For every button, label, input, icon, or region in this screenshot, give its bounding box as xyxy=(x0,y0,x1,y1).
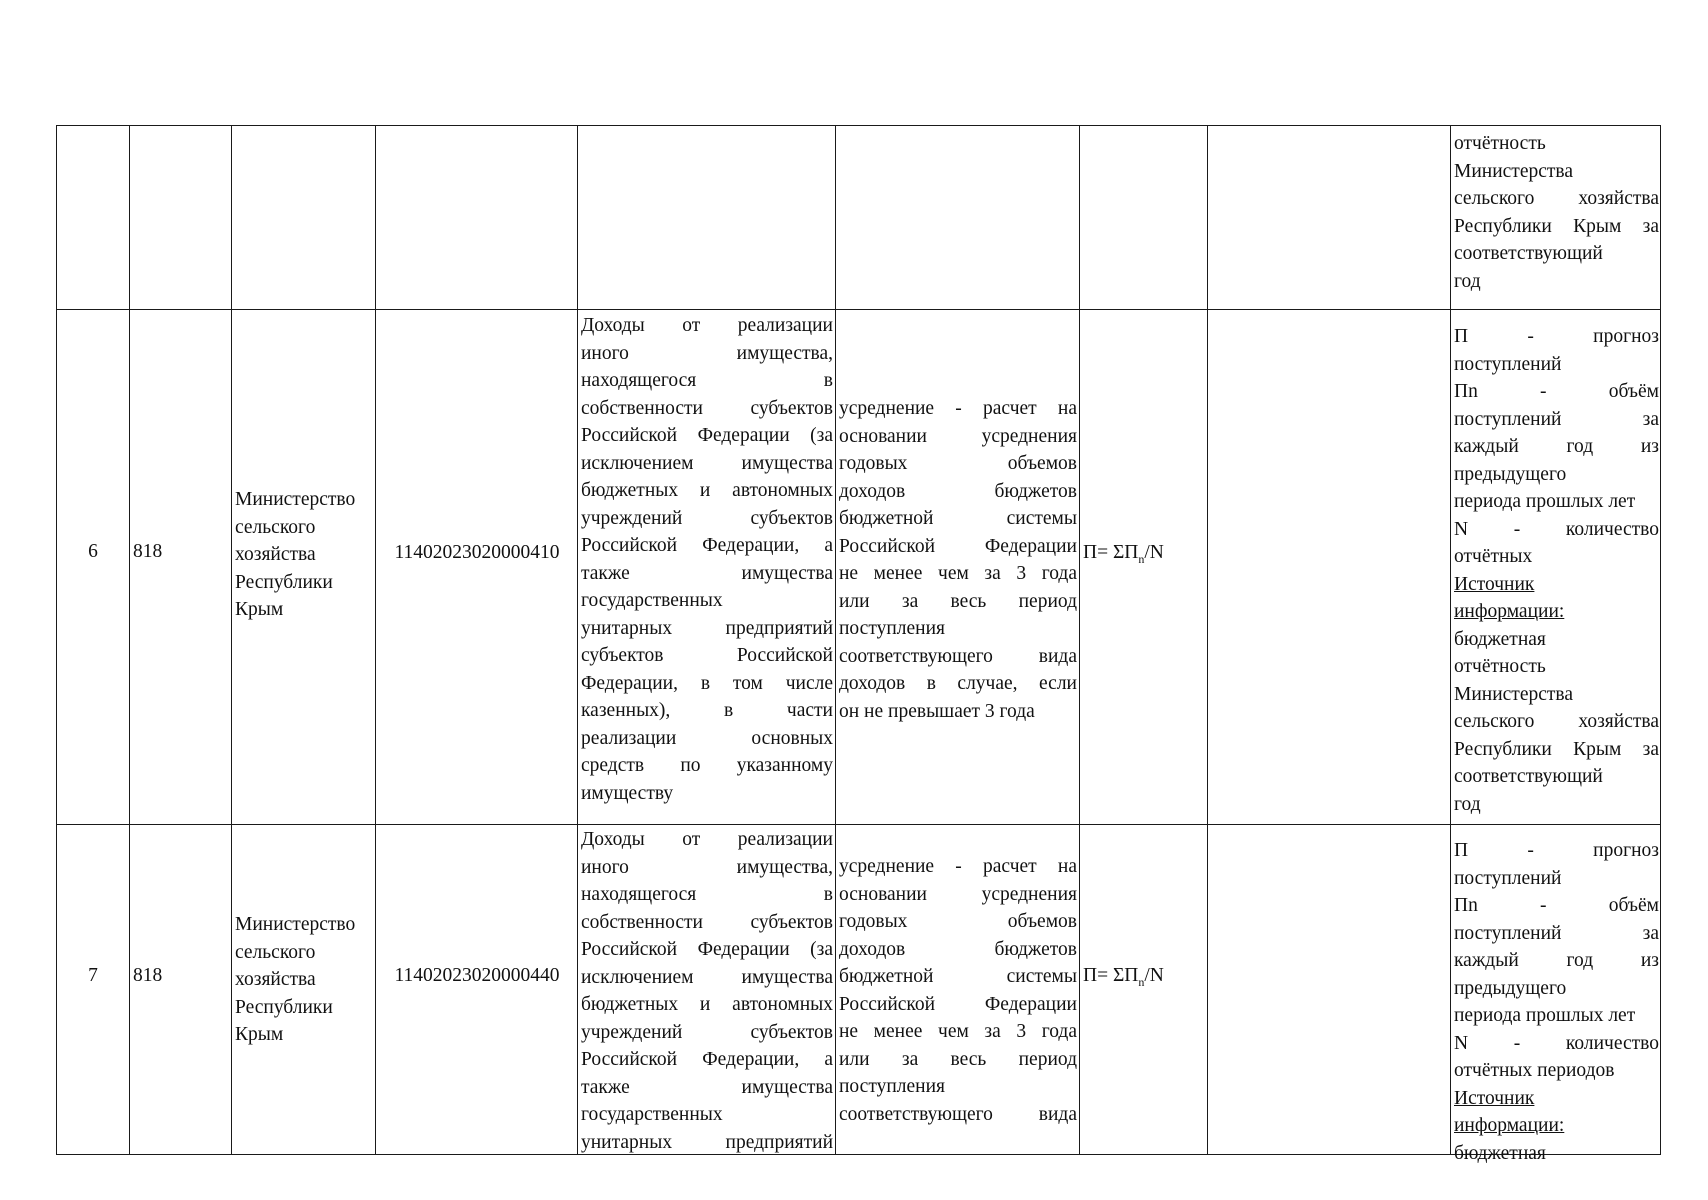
text-line: государственных xyxy=(581,1104,723,1125)
column-divider xyxy=(835,126,836,1154)
text-line: Министерство xyxy=(235,914,356,935)
text-line: сельского xyxy=(235,516,316,538)
column-divider xyxy=(1079,126,1080,1154)
text-line: доходов в случае, если xyxy=(839,673,1077,694)
text-line: каждый год из xyxy=(1454,436,1659,457)
text-line: унитарных предприятий xyxy=(581,1131,833,1153)
formula-legend xyxy=(1454,837,1659,1167)
text-line: год xyxy=(1454,270,1481,292)
text-line: реализации основных xyxy=(581,727,833,749)
row-number: 7 xyxy=(88,965,98,986)
text-line: соответствующий xyxy=(1454,766,1603,787)
text-line: также имущества xyxy=(581,562,833,584)
text-line: Крым xyxy=(235,599,284,620)
text-line: Российской Федерации xyxy=(839,993,1077,1015)
row-divider xyxy=(57,824,1660,825)
column-divider xyxy=(1450,126,1451,1154)
text-line: хозяйства xyxy=(235,544,316,565)
text-line: поступлений за xyxy=(1454,922,1659,944)
text-line: N - количество xyxy=(1454,1032,1659,1054)
text-line: N - количество xyxy=(1454,518,1659,540)
text-line: исключением имущества xyxy=(581,452,833,474)
source-label: информации: xyxy=(1454,601,1565,622)
text-line: находящегося в xyxy=(581,884,833,905)
text-line: хозяйства xyxy=(235,969,316,990)
text-line: Республики Крым за xyxy=(1454,215,1659,237)
text-line: государственных xyxy=(581,590,723,611)
ministry-name xyxy=(235,911,375,1049)
text-line: Российской Федерации (за xyxy=(581,939,833,960)
text-line: основании усреднения xyxy=(839,883,1077,905)
top-row-source-text xyxy=(1454,130,1659,295)
text-line: предыдущего xyxy=(1454,463,1567,485)
source-label: Источник xyxy=(1454,1087,1535,1109)
text-line: Министерство xyxy=(235,489,356,510)
text-line: также имущества xyxy=(581,1076,833,1098)
calculation-method xyxy=(839,853,1077,1128)
department-code: 818 xyxy=(133,541,163,562)
text-line: годовых объемов xyxy=(839,911,1077,932)
formula-text: /N xyxy=(1144,542,1164,563)
text-line: Пn - объём xyxy=(1454,381,1659,402)
calculation-method xyxy=(839,395,1077,725)
text-line: сельского xyxy=(235,941,316,963)
text-line: поступлений за xyxy=(1454,408,1659,430)
text-line: бюджетной системы xyxy=(839,966,1077,987)
text-line: не менее чем за 3 года xyxy=(839,1021,1077,1042)
text-line: бюджетная xyxy=(1454,1142,1546,1164)
text-line: иного имущества, xyxy=(581,856,833,878)
text-line: иного имущества, xyxy=(581,342,833,364)
text-line: периода прошлых лет xyxy=(1454,1005,1636,1026)
text-line: Республики Крым за xyxy=(1454,738,1659,760)
text-line: годовых объемов xyxy=(839,453,1077,474)
text-line: соответствующего вида xyxy=(839,645,1077,667)
text-line: поступлений xyxy=(1454,353,1562,375)
text-line: он не превышает 3 года xyxy=(839,700,1035,722)
text-line: Министерства xyxy=(1454,683,1574,705)
text-line: бюджетных и автономных xyxy=(581,480,833,501)
column-divider xyxy=(231,126,232,1154)
text-line: Крым xyxy=(235,1024,284,1045)
text-line: Республики xyxy=(235,571,333,593)
formula-subscript: n xyxy=(1138,974,1145,989)
text-line: Российской Федерации xyxy=(839,535,1077,557)
text-line: Российской Федерации (за xyxy=(581,425,833,446)
formula-legend xyxy=(1454,323,1659,818)
revenue-forecast-table xyxy=(56,125,1661,1164)
ministry-name xyxy=(235,486,375,624)
source-label: Источник xyxy=(1454,573,1535,595)
text-line: сельского хозяйства xyxy=(1454,711,1659,732)
text-line: имуществу xyxy=(581,782,674,804)
text-line: отчётных периодов xyxy=(1454,1060,1615,1081)
text-line: год xyxy=(1454,793,1481,815)
text-line: Федерации, в том числе xyxy=(581,672,833,694)
text-line: бюджетных и автономных xyxy=(581,994,833,1015)
text-line: Российской Федерации, а xyxy=(581,535,833,556)
column-divider xyxy=(375,126,376,1154)
text-line: собственности субъектов xyxy=(581,911,833,933)
text-line: отчётных xyxy=(1454,546,1533,567)
text-line: или за весь период xyxy=(839,1048,1077,1070)
text-line: бюджетная xyxy=(1454,628,1546,650)
column-divider xyxy=(1207,126,1208,1154)
formula-text: П= ΣП xyxy=(1083,542,1139,563)
text-line: Российской Федерации, а xyxy=(581,1049,833,1070)
text-line: бюджетной системы xyxy=(839,508,1077,529)
text-line: Пn - объём xyxy=(1454,895,1659,916)
income-type-description xyxy=(581,826,833,1156)
column-divider xyxy=(129,126,130,1154)
text-line: соответствующего вида xyxy=(839,1103,1077,1125)
text-line: унитарных предприятий xyxy=(581,617,833,639)
department-code: 818 xyxy=(133,965,163,986)
text-line: или за весь период xyxy=(839,590,1077,612)
text-line: соответствующий xyxy=(1454,243,1603,264)
row-number: 6 xyxy=(88,541,98,562)
text-line: П - прогноз xyxy=(1454,840,1659,861)
text-line: не менее чем за 3 года xyxy=(839,563,1077,584)
text-line: предыдущего xyxy=(1454,977,1567,999)
text-line: доходов бюджетов xyxy=(839,480,1077,502)
text-line: собственности субъектов xyxy=(581,397,833,419)
text-line: периода прошлых лет xyxy=(1454,491,1636,512)
text-line: Республики xyxy=(235,996,333,1018)
text-line: поступления xyxy=(839,1076,946,1097)
income-type-description xyxy=(581,312,833,807)
text-line: усреднение - расчет на xyxy=(839,398,1077,419)
text-line: исключением имущества xyxy=(581,966,833,988)
text-line: учреждений субъектов xyxy=(581,507,833,529)
text-line: учреждений субъектов xyxy=(581,1021,833,1043)
text-line: сельского хозяйства xyxy=(1454,188,1659,209)
text-line: Министерства xyxy=(1454,160,1574,182)
text-line: субъектов Российской xyxy=(581,645,833,666)
formula-text: П= ΣП xyxy=(1083,965,1139,986)
text-line: основании усреднения xyxy=(839,425,1077,447)
text-line: усреднение - расчет на xyxy=(839,856,1077,877)
text-line: казенных), в части xyxy=(581,700,833,721)
forecast-formula xyxy=(1083,539,1207,567)
text-line: поступления xyxy=(839,618,946,639)
budget-classification-code: 11402023020000410 xyxy=(394,542,560,563)
source-label: информации: xyxy=(1454,1115,1565,1136)
forecast-formula xyxy=(1083,962,1207,990)
budget-classification-code: 11402023020000440 xyxy=(394,965,560,986)
text-line: Доходы от реализации xyxy=(581,829,833,850)
text-line: отчётность xyxy=(1454,656,1546,677)
text-line: отчётность xyxy=(1454,133,1546,154)
formula-text: /N xyxy=(1144,965,1164,986)
text-line: поступлений xyxy=(1454,867,1562,889)
row-divider xyxy=(57,309,1660,310)
column-divider xyxy=(577,126,578,1154)
text-line: каждый год из xyxy=(1454,950,1659,971)
text-line: находящегося в xyxy=(581,370,833,391)
text-line: доходов бюджетов xyxy=(839,938,1077,960)
text-line: Доходы от реализации xyxy=(581,315,833,336)
formula-subscript: n xyxy=(1138,551,1145,566)
text-line: средств по указанному xyxy=(581,755,833,776)
text-line: П - прогноз xyxy=(1454,326,1659,347)
